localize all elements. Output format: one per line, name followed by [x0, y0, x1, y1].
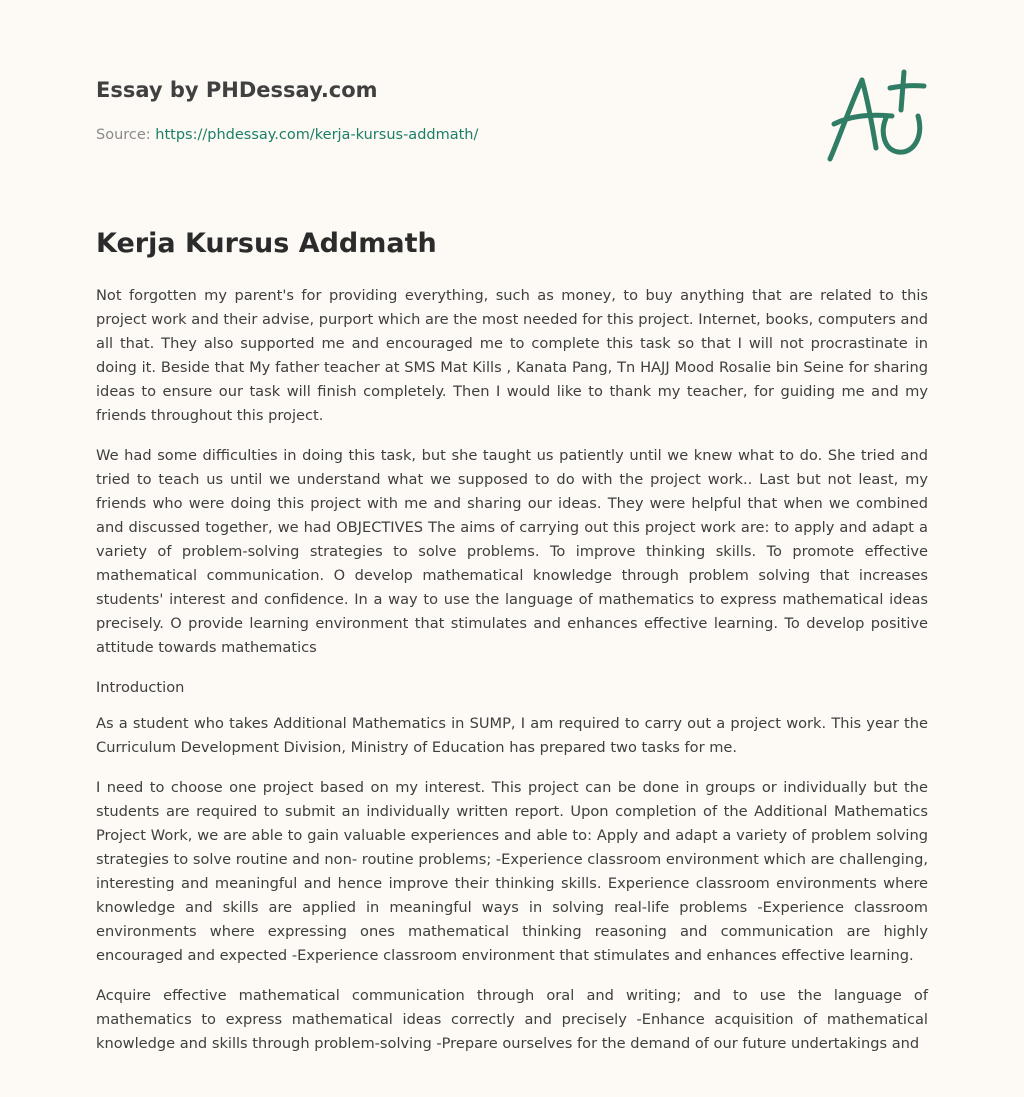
a-plus-grade-logo-icon [820, 66, 930, 166]
essay-paragraph: Not forgotten my parent's for providing everything, such as money, to buy anything that are related to this project work and their advise, purport which are the most needed for this project. Internet, books, computers and all that. They also supported me and encouraged me to complete this task so that I will not procrastinate in doing it. Beside that My father teacher at SMS Mat Kills , Kanata Pang, Tn HAJJ Mood Rosalie bin Seine for sharing ideas to ensure our task will finish completely. Then I would like to thank my teacher, for guiding me and my friends throughout this project. [96, 287, 928, 424]
essay-body [96, 284, 928, 1072]
essay-paragraph: I need to choose one project based on my interest. This project can be done in groups or individually but the students are required to submit an individually written report. Upon completion of the Additional Mathematics Project Work, we are able to gain valuable experiences and able to: Apply and adapt a variety of problem solving strategies to solve routine and non- routine problems; -Experience classroom environment which are challenging, interesting and meaningful and hence improve their thinking skills. Experience classroom environments where knowledge and skills are applied in meaningful ways in solving real-life problems -Experience classroom environments where expressing ones mathematical thinking reasoning and communication are highly encouraged and expected -Experience classroom environment that stimulates and enhances effective learning. [96, 779, 928, 964]
essay-paragraph: Acquire effective mathematical communication through oral and writing; and to use the language of mathematics to express mathematical ideas correctly and precisely -Enhance acquisition of mathematical knowledge and skills through problem-solving -Prepare ourselves for the demand of our future undertakings and [96, 987, 928, 1052]
source-label: Source: [96, 127, 151, 143]
page-header [96, 76, 796, 145]
section-heading-introduction: Introduction [96, 679, 185, 696]
essay-paragraph: We had some difficulties in doing this task, but she taught us patiently until we knew what to do. She tried and tried to teach us until we understand what we supposed to do with the project work.. Last but not least, my friends who were doing this project with me and sharing our ideas. They were helpful that when we combined and discussed together, we had OBJECTIVES The aims of carrying out this project work are: to apply and adapt a variety of problem-solving strategies to solve problems. To improve thinking skills. To promote effective mathematical communication. O develop mathematical knowledge through problem solving that increases students' interest and confidence. In a way to use the language of mathematics to express mathematical ideas precisely. O provide learning environment that stimulates and enhances effective learning. To develop positive attitude towards mathematics [96, 447, 928, 656]
essay-title: Kerja Kursus Addmath [96, 228, 437, 259]
source-line [96, 125, 796, 145]
essay-paragraph: As a student who takes Additional Mathematics in SUMP, I am required to carry out a project work. This year the Curriculum Development Division, Ministry of Education has prepared two tasks for me. [96, 715, 928, 756]
site-title: Essay by PHDessay.com [96, 78, 378, 102]
source-link[interactable]: https://phdessay.com/kerja-kursus-addmath/ [155, 127, 479, 143]
